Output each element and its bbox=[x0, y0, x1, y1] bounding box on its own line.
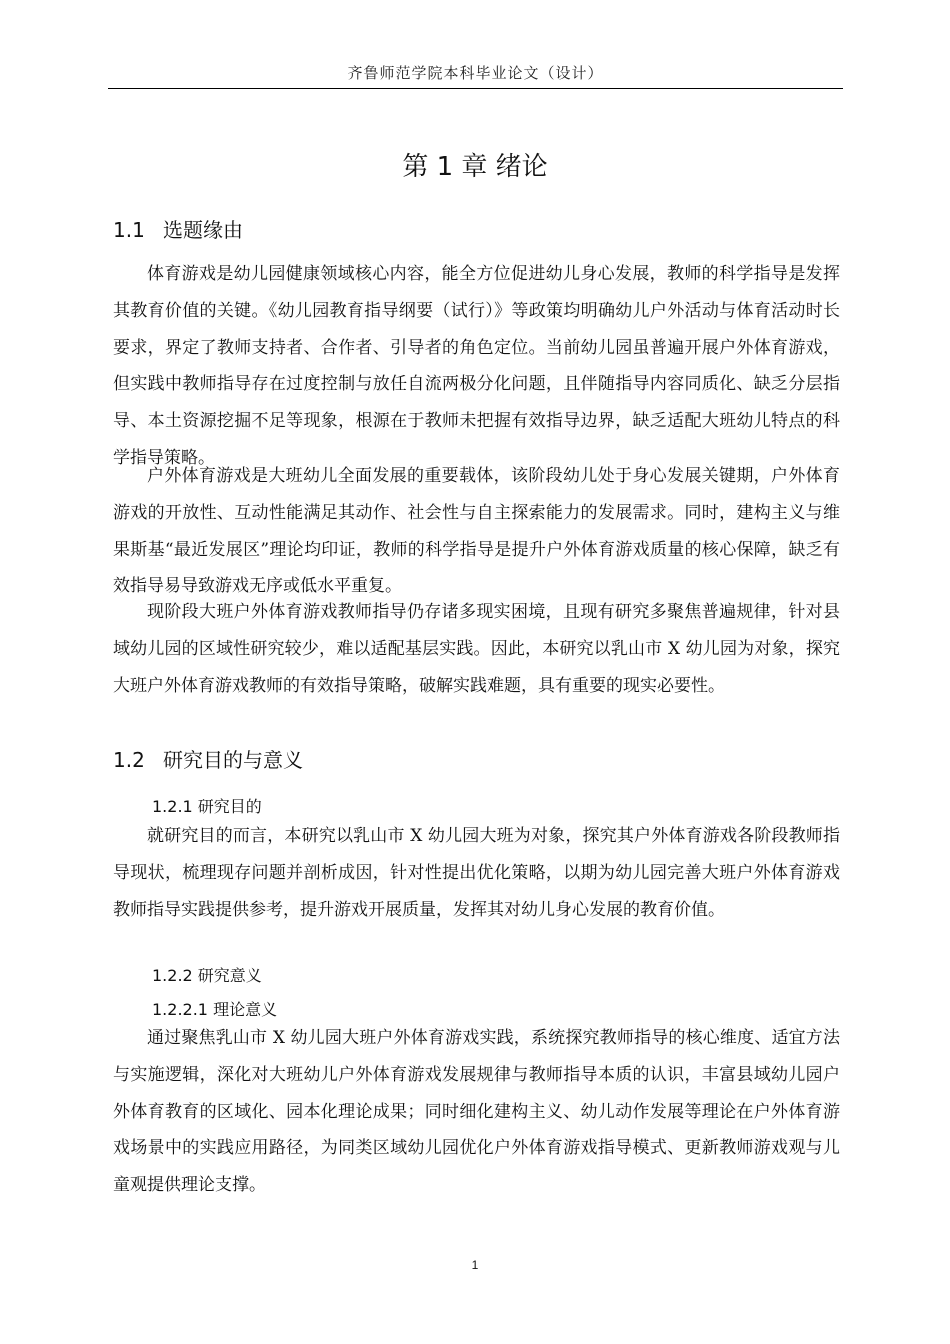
section-title: 选题缘由 bbox=[163, 218, 243, 242]
page-number: 1 bbox=[471, 1258, 479, 1272]
paragraph: 现阶段大班户外体育游戏教师指导仍存诸多现实困境，且现有研究多聚焦普遍规律，针对县域幼儿园的区域性研究较少，难以适配基层实践。因此，本研究以乳山市 X 幼儿园为对象，探究大班户外体育游戏教师的有效指导策略，破解实践难题，具有重要的现实必要性。 bbox=[113, 602, 840, 696]
section-heading-1-2 bbox=[113, 744, 303, 773]
section-number: 1.1 bbox=[113, 218, 145, 242]
subsection-heading: 1.2.2.1 理论意义 bbox=[152, 1000, 278, 1019]
subsection-heading: 1.2.2 研究意义 bbox=[152, 966, 262, 985]
paragraph: 户外体育游戏是大班幼儿全面发展的重要载体，该阶段幼儿处于身心发展关键期，户外体育游戏的开放性、互动性能满足其动作、社会性与自主探索能力的发展需求。同时，建构主义与维果斯基“最近发展区”理论均印证，教师的科学指导是提升户外体育游戏质量的核心保障，缺乏有效指导易导致游戏无序或低水平重复。 bbox=[113, 466, 840, 597]
running-header: 齐鲁师范学院本科毕业论文（设计） bbox=[347, 64, 604, 82]
header-rule bbox=[108, 88, 843, 89]
section-heading-1-1 bbox=[113, 214, 243, 243]
section-number: 1.2 bbox=[113, 748, 145, 772]
subsection-heading: 1.2.1 研究目的 bbox=[152, 797, 262, 816]
paragraph: 体育游戏是幼儿园健康领域核心内容，能全方位促进幼儿身心发展，教师的科学指导是发挥其教育价值的关键。《幼儿园教育指导纲要（试行）》等政策均明确幼儿户外活动与体育活动时长要求，界定了教师支持者、合作者、引导者的角色定位。当前幼儿园虽普遍开展户外体育游戏，但实践中教师指导存在过度控制与放任自流两极分化问题，且伴随指导内容同质化、缺乏分层指导、本土资源挖掘不足等现象，根源在于教师未把握有效指导边界，缺乏适配大班幼儿特点的科学指导策略。 bbox=[113, 264, 840, 468]
section-title: 研究目的与意义 bbox=[163, 748, 303, 772]
chapter-title: 第 1 章 绪论 bbox=[402, 152, 548, 182]
paragraph: 通过聚焦乳山市 X 幼儿园大班户外体育游戏实践，系统探究教师指导的核心维度、适宜方法与实施逻辑，深化对大班幼儿户外体育游戏发展规律与教师指导本质的认识，丰富县域幼儿园户外体育教育的区域化、园本化理论成果；同时细化建构主义、幼儿动作发展等理论在户外体育游戏场景中的实践应用路径，为同类区域幼儿园优化户外体育游戏指导模式、更新教师游戏观与儿童观提供理论支撑。 bbox=[113, 1028, 840, 1196]
paragraph: 就研究目的而言，本研究以乳山市 X 幼儿园大班为对象，探究其户外体育游戏各阶段教师指导现状，梳理现存问题并剖析成因，针对性提出优化策略，以期为幼儿园完善大班户外体育游戏教师指导实践提供参考，提升游戏开展质量，发挥其对幼儿身心发展的教育价值。 bbox=[113, 826, 840, 920]
